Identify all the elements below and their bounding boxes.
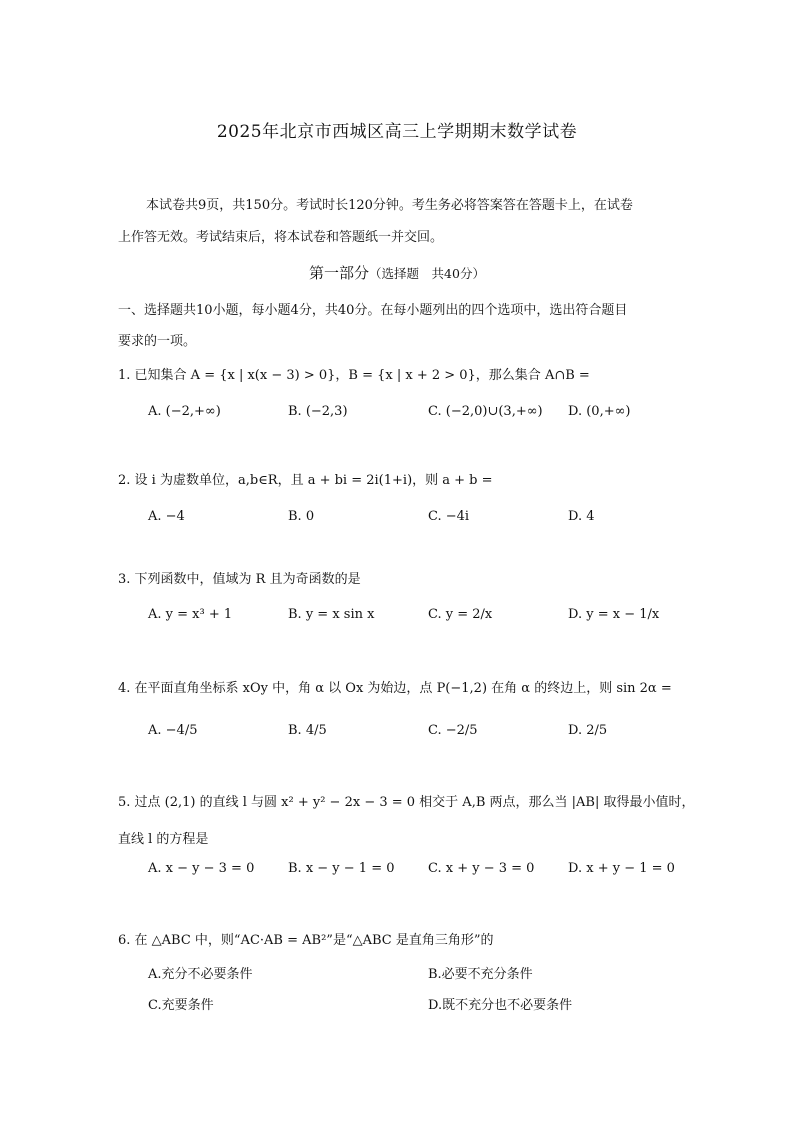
question-5-option-b: B. x − y − 1 = 0 bbox=[288, 861, 395, 876]
question-6-option-a: A.充分不必要条件 bbox=[148, 967, 253, 982]
part-heading bbox=[0, 262, 794, 283]
page-title: 2025年北京市西城区高三上学期期末数学试卷 bbox=[216, 122, 578, 142]
section-instruction-2: 要求的一项。 bbox=[118, 334, 197, 349]
question-2-stem: 2. 设 i 为虚数单位，a,b∈R，且 a + bi = 2i(1+i)，则 a + b = bbox=[118, 473, 493, 488]
question-2-option-b: B. 0 bbox=[288, 509, 315, 524]
question-5-stem-cont: 直线 l 的方程是 bbox=[118, 832, 209, 847]
question-1-option-d: D. (0,+∞) bbox=[568, 404, 631, 419]
question-2-option-d: D. 4 bbox=[568, 509, 595, 524]
question-5-stem: 5. 过点 (2,1) 的直线 l 与圆 x² + y² − 2x − 3 = 0 相交于 A,B 两点，那么当 |AB| 取得最小值时， bbox=[118, 795, 695, 810]
question-3-option-b: B. y = x sin x bbox=[288, 607, 375, 622]
part-title: 第一部分 bbox=[309, 264, 370, 282]
question-2-option-a: A. −4 bbox=[148, 509, 185, 524]
section-instruction-1: 一、选择题共10小题，每小题4分，共40分。在每小题列出的四个选项中，选出符合题目 bbox=[118, 303, 628, 318]
question-1-option-c: C. (−2,0)∪(3,+∞) bbox=[428, 404, 543, 419]
question-5-option-d: D. x + y − 1 = 0 bbox=[568, 861, 675, 876]
intro-line-1: 本试卷共9页，共150分。考试时长120分钟。考生务必将答案答在答题卡上，在试卷 bbox=[146, 198, 633, 213]
question-3-option-c: C. y = 2/x bbox=[428, 607, 493, 622]
question-3-option-a: A. y = x³ + 1 bbox=[148, 607, 233, 622]
question-4-option-b: B. 4/5 bbox=[288, 723, 327, 738]
question-5-option-c: C. x + y − 3 = 0 bbox=[428, 861, 535, 876]
question-4-stem: 4. 在平面直角坐标系 xOy 中，角 α 以 Ox 为始边，点 P(−1,2) 在角 α 的终边上，则 sin 2α = bbox=[118, 681, 672, 696]
question-3-option-d: D. y = x − 1/x bbox=[568, 607, 660, 622]
intro-line-2: 上作答无效。考试结束后，将本试卷和答题纸一并交回。 bbox=[118, 230, 444, 245]
question-4-option-c: C. −2/5 bbox=[428, 723, 478, 738]
question-5-option-a: A. x − y − 3 = 0 bbox=[148, 861, 255, 876]
question-6-option-c: C.充要条件 bbox=[148, 998, 214, 1013]
question-3-stem: 3. 下列函数中，值域为 R 且为奇函数的是 bbox=[118, 572, 361, 587]
part-note: （选择题 共40分） bbox=[369, 266, 485, 281]
question-1-stem: 1. 已知集合 A = {x | x(x − 3) > 0}，B = {x | x + 2 > 0}，那么集合 A∩B = bbox=[118, 368, 590, 383]
question-4-option-d: D. 2/5 bbox=[568, 723, 608, 738]
question-4-option-a: A. −4/5 bbox=[148, 723, 198, 738]
question-6-option-b: B.必要不充分条件 bbox=[428, 967, 533, 982]
question-1-option-b: B. (−2,3) bbox=[288, 404, 348, 419]
question-2-option-c: C. −4i bbox=[428, 509, 470, 524]
question-6-stem: 6. 在 △ABC 中，则“AC·AB = AB²”是“△ABC 是直角三角形”的 bbox=[118, 933, 494, 948]
question-1-option-a: A. (−2,+∞) bbox=[148, 404, 221, 419]
question-6-option-d: D.既不充分也不必要条件 bbox=[428, 998, 573, 1013]
